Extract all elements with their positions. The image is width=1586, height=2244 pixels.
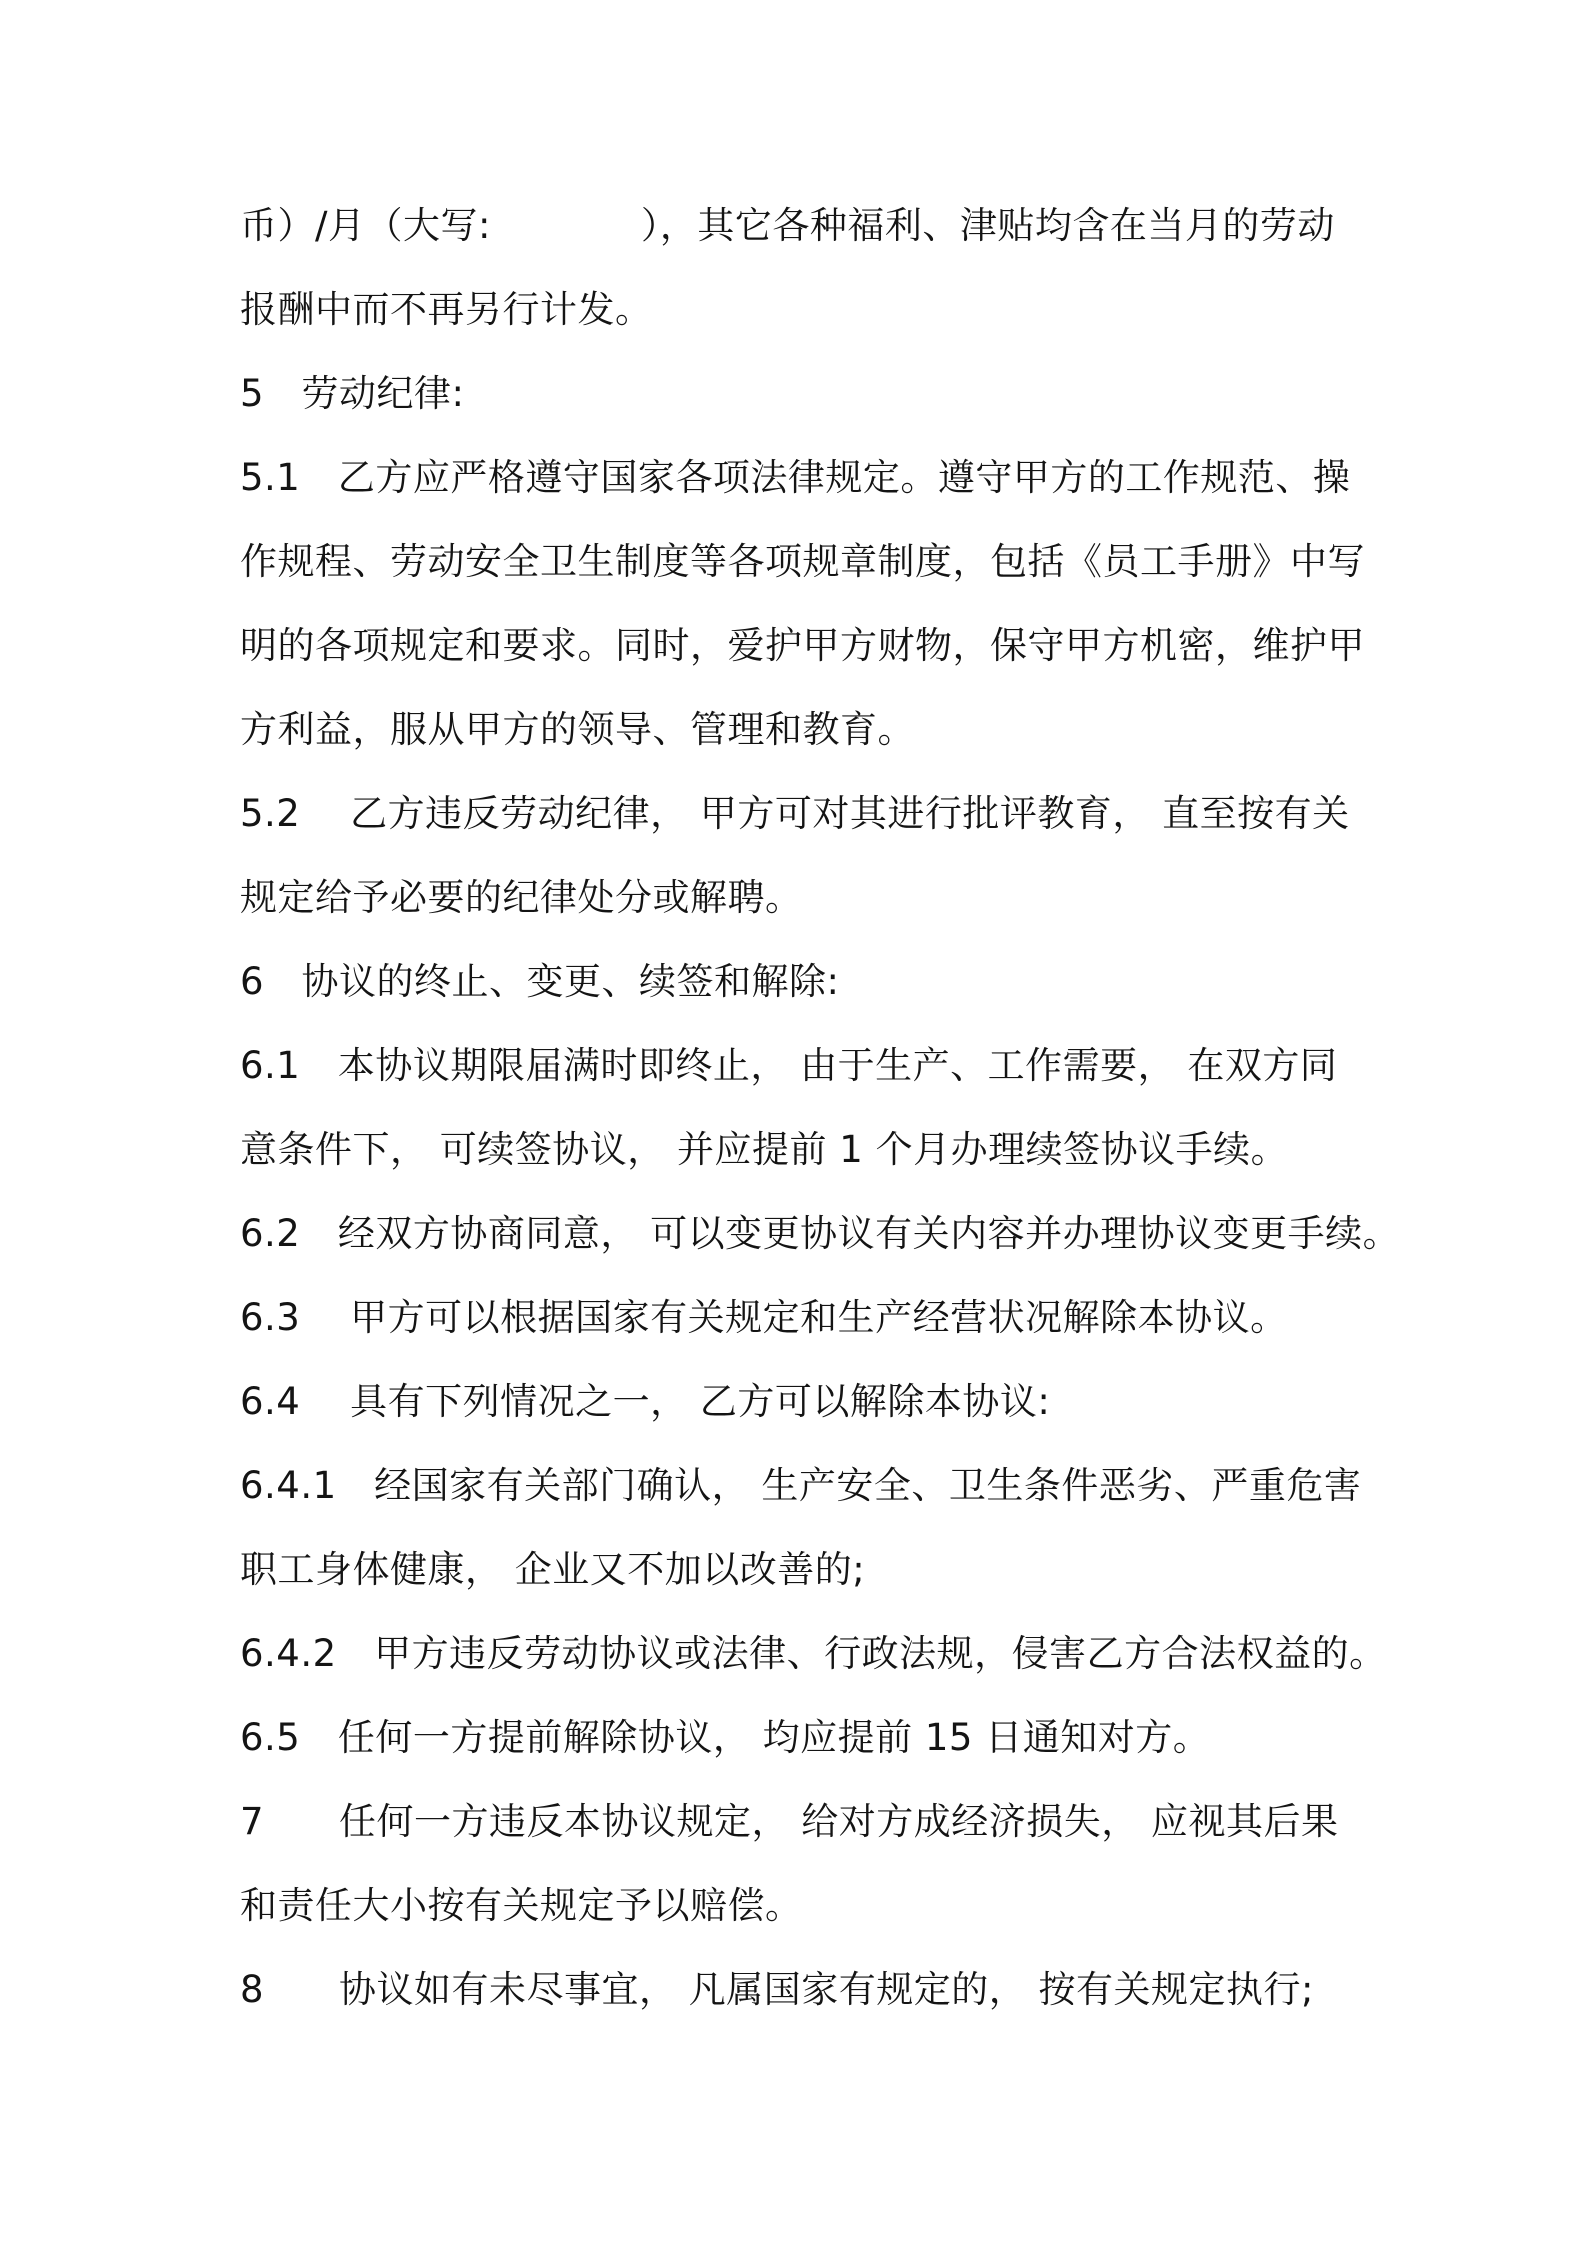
text-line: 5.2 乙方违反劳动纪律， 甲方可对其进行批评教育， 直至按有关 (240, 792, 1350, 835)
text-line: 6.2 经双方协商同意， 可以变更协议有关内容并办理协议变更手续。 (240, 1212, 1401, 1255)
text-line: 6.4.2 甲方违反劳动协议或法律、行政法规，侵害乙方合法权益的。 (240, 1632, 1387, 1675)
text-line: 作规程、劳动安全卫生制度等各项规章制度，包括《员工手册》中写 (240, 540, 1365, 583)
text-line: 6.4 具有下列情况之一， 乙方可以解除本协议: (240, 1380, 1051, 1423)
text-line: 方利益，服从甲方的领导、管理和教育。 (240, 708, 915, 751)
text-line: 规定给予必要的纪律处分或解聘。 (240, 876, 803, 919)
section-heading: 6 协议的终止、变更、续签和解除: (240, 960, 840, 1003)
section-heading: 7 任何一方违反本协议规定， 给对方成经济损失， 应视其后果 (240, 1800, 1339, 1843)
text-line: 明的各项规定和要求。同时，爱护甲方财物，保守甲方机密，维护甲 (240, 624, 1365, 667)
text-line: 意条件下， 可续签协议， 并应提前 1 个月办理续签协议手续。 (240, 1128, 1289, 1171)
text-line: 报酬中而不再另行计发。 (240, 288, 653, 331)
text-line: 和责任大小按有关规定予以赔偿。 (240, 1884, 803, 1927)
section-heading: 5 劳动纪律: (240, 372, 465, 415)
text-line: 6.5 任何一方提前解除协议， 均应提前 15 日通知对方。 (240, 1716, 1211, 1759)
text-line: 6.1 本协议期限届满时即终止， 由于生产、工作需要， 在双方同 (240, 1044, 1338, 1087)
text-line: 币）/月（大写: ），其它各种福利、津贴均含在当月的劳动 (240, 204, 1335, 247)
text-line: 5.1 乙方应严格遵守国家各项法律规定。遵守甲方的工作规范、操 (240, 456, 1351, 499)
text-line: 职工身体健康， 企业又不加以改善的; (240, 1548, 866, 1591)
section-heading: 8 协议如有未尽事宜， 凡属国家有规定的， 按有关规定执行; (240, 1968, 1315, 2011)
text-line: 6.3 甲方可以根据国家有关规定和生产经营状况解除本协议。 (240, 1296, 1288, 1339)
text-line: 6.4.1 经国家有关部门确认， 生产安全、卫生条件恶劣、严重危害 (240, 1464, 1362, 1507)
